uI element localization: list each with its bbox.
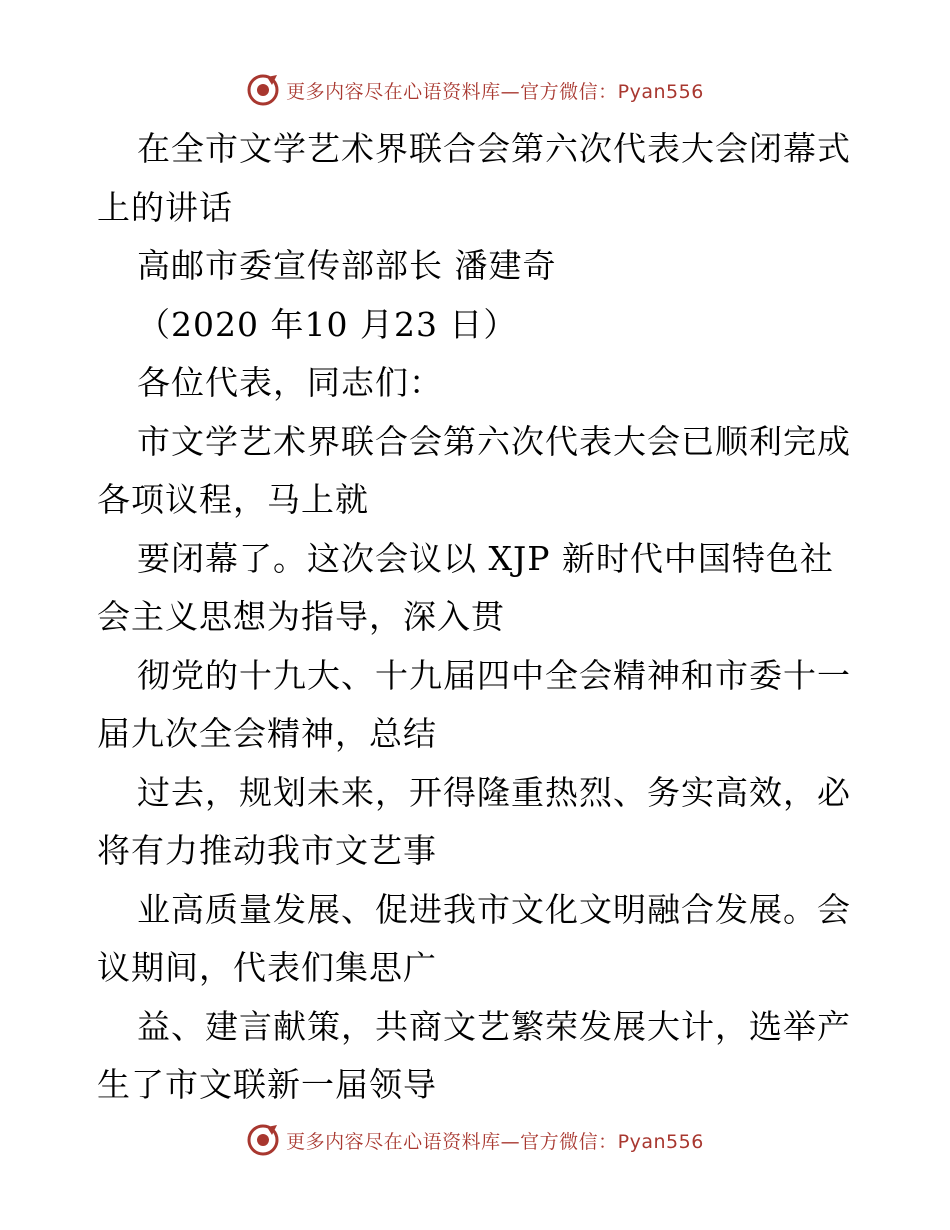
- paragraph-line: 市文学艺术界联合会第六次代表大会已顺利完成: [137, 421, 851, 461]
- watermark-banner-top: [0, 70, 950, 110]
- title-line-1: 在全市文学艺术界联合会第六次代表大会闭幕式: [137, 129, 851, 168]
- document-body: [97, 120, 857, 1115]
- paragraph-line: 议期间，代表们集思广: [97, 948, 437, 987]
- paragraph-line: 会主义思想为指导，深入贯: [97, 597, 505, 636]
- logo-icon: [246, 1123, 280, 1157]
- paragraph-line: 益、建言献策，共商文艺繁荣发展大计，选举产: [137, 1006, 851, 1046]
- date-line: （2020 年10 月23 日）: [137, 304, 518, 344]
- watermark-text: 更多内容尽在心语资料库—官方微信：Pyan556: [286, 80, 704, 103]
- paragraph-line: 各项议程，马上就: [97, 480, 369, 519]
- logo-icon: [246, 73, 280, 107]
- paragraph-line: 届九次全会精神，总结: [97, 714, 437, 753]
- paragraph-line: 彻党的十九大、十九届四中全会精神和市委十一: [137, 655, 851, 695]
- paragraph-line: 业高质量发展、促进我市文化文明融合发展。会: [137, 889, 851, 929]
- watermark-banner-bottom: [0, 1120, 950, 1160]
- watermark-text: 更多内容尽在心语资料库—官方微信：Pyan556: [286, 1130, 704, 1153]
- author-line: 高邮市委宣传部部长 潘建奇: [137, 246, 557, 285]
- salutation-line: 各位代表，同志们：: [137, 363, 443, 402]
- paragraph-line: 要闭幕了。这次会议以 XJP 新时代中国特色社: [137, 538, 834, 578]
- paragraph-line: 生了市文联新一届领导: [97, 1065, 437, 1104]
- paragraph-line: 将有力推动我市文艺事: [97, 831, 437, 870]
- title-line-2: 上的讲话: [97, 187, 233, 227]
- paragraph-line: 过去，规划未来，开得隆重热烈、务实高效，必: [137, 772, 851, 812]
